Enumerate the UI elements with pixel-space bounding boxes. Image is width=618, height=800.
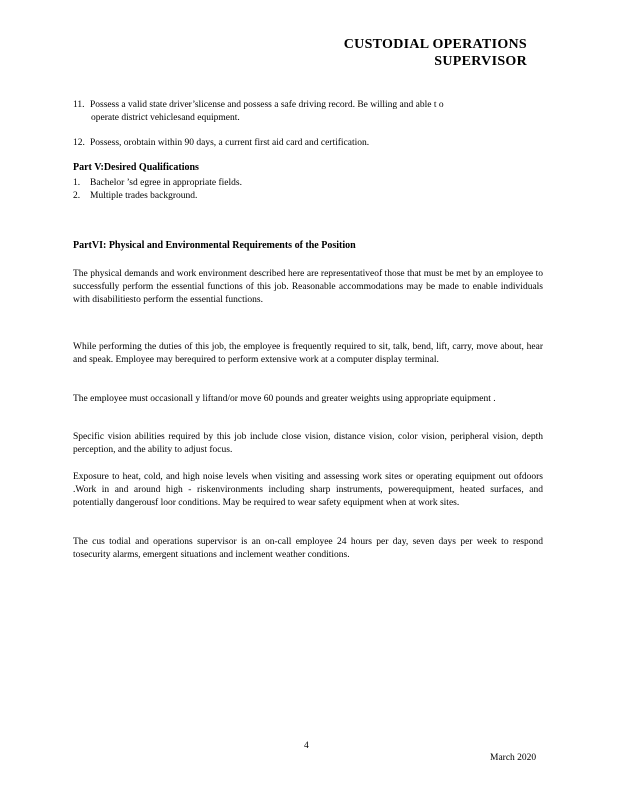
requirement-item-12: [73, 137, 543, 150]
document-title: [344, 36, 527, 70]
list-item: [73, 190, 543, 203]
list-item-text: Bachelor ’sd egree in appropriate fields.: [90, 178, 242, 188]
page-number: 4: [304, 741, 309, 751]
part-5-heading: Part V:Desired Qualifications: [73, 162, 199, 173]
title-line-2: SUPERVISOR: [434, 54, 527, 69]
list-item-number: 2.: [73, 191, 81, 201]
paragraph: The employee must occasionall y liftand/or move 60 pounds and greater weights using appropriate equipment .: [73, 394, 496, 404]
requirement-text: Possess a valid state driver’slicense and possess a safe driving record. Be willing and able t o: [90, 100, 444, 110]
desired-qualifications-list: [73, 177, 543, 203]
footer-date: March 2020: [490, 753, 537, 763]
paragraph: The physical demands and work environment described here are representativeof those that must be met by an employee to successfully perform the essential functions of this job. Reasonable accommodations may be made to enable individuals with disabilitiesto perform the essential functions.: [73, 269, 543, 305]
requirement-text-continued: operate district vehiclesand equipment.: [91, 113, 240, 123]
list-item: [73, 177, 543, 190]
requirement-item-11: [73, 99, 543, 125]
requirement-text: Possess, orobtain within 90 days, a current first aid card and certification.: [90, 138, 370, 148]
requirement-number: 12.: [73, 138, 85, 148]
requirement-number: 11.: [73, 100, 85, 110]
paragraph: Specific vision abilities required by this job include close vision, distance vision, color vision, peripheral vision, depth perception, and the ability to adjust focus.: [73, 432, 543, 455]
paragraph: The cus todial and operations supervisor is an on-call employee 24 hours per day, seven days per week to respond tosecurity alarms, emergent situations and inclement weather conditions.: [73, 537, 543, 560]
paragraph: Exposure to heat, cold, and high noise levels when visiting and assessing work sites or operating equipment out ofdoors .Work in and around high - riskenvironments including sharp instruments, powerequipment, heated surfaces, and potentially dangerousf loor conditions. May be required to wear safety equipment when at work sites.: [73, 472, 543, 508]
title-line-1: CUSTODIAL OPERATIONS: [343, 37, 527, 52]
part-6-heading: PartVI: Physical and Environmental Requirements of the Position: [73, 240, 356, 251]
list-item-text: Multiple trades background.: [90, 191, 198, 201]
paragraph: While performing the duties of this job, the employee is frequently required to sit, talk, bend, lift, carry, move about, hear and speak. Employee may berequired to perform extensive work at a computer display terminal.: [73, 342, 543, 365]
list-item-number: 1.: [73, 178, 81, 188]
